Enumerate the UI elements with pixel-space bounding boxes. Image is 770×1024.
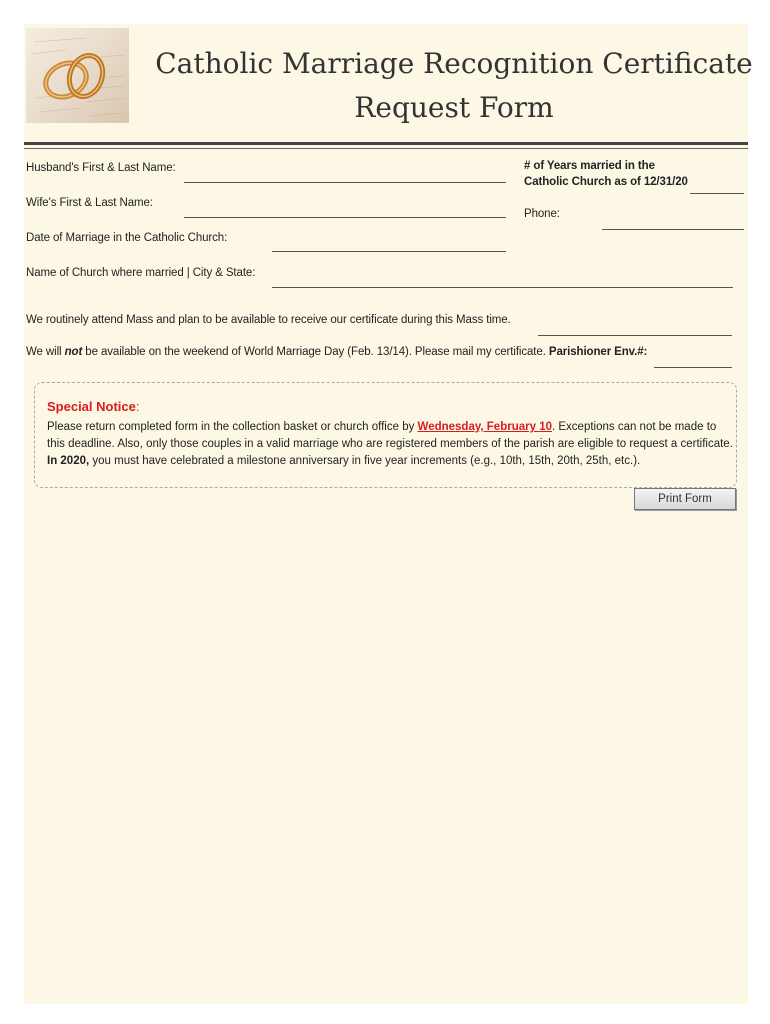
years-married-label <box>524 158 688 190</box>
wedding-rings-icon <box>26 28 129 123</box>
wedding-rings-logo <box>26 28 129 123</box>
phone-label: Phone: <box>524 208 560 220</box>
husband-name-label: Husband's First & Last Name: <box>26 162 176 174</box>
title-line-1: Catholic Marriage Recognition Certificate <box>155 47 753 80</box>
church-label: Name of Church where married | City & State: <box>26 267 256 279</box>
years-married-input[interactable] <box>690 178 744 194</box>
title-line-2: Request Form <box>354 91 554 124</box>
years-married-label-line-1: # of Years married in the <box>524 160 655 172</box>
mail-text-not: not <box>64 346 83 358</box>
mail-text-after: be available on the weekend of World Marriage Day (Feb. 13/14). Please mail my certificate. <box>82 346 549 358</box>
notice-milestone-text: you must have celebrated a milestone anniversary in five year increments (e.g., 10th, 15th, 20th, 25th, etc.). <box>89 455 641 467</box>
notice-text-after: . Exceptions can not be made to this deadline. Also, only those couples in a valid marriage who are registered members of the parish are eligible to request a certificate. <box>47 421 733 450</box>
parishioner-env-label: Parishioner Env.#: <box>548 346 648 358</box>
form-page <box>24 24 753 1004</box>
wife-name-label: Wife's First & Last Name: <box>26 197 153 209</box>
mail-text-before: We will <box>26 346 65 358</box>
marriage-date-label: Date of Marriage in the Catholic Church: <box>26 232 228 244</box>
print-form-button[interactable]: Print Form <box>634 488 736 510</box>
parishioner-env-input[interactable] <box>654 352 732 368</box>
notice-text-before: Please return completed form in the collection basket or church office by <box>47 421 418 433</box>
years-married-label-line-2: Catholic Church as of 12/31/20 <box>524 176 688 188</box>
mail-certificate-text <box>26 346 647 358</box>
special-notice-title <box>47 399 140 414</box>
special-notice-body <box>47 419 737 470</box>
husband-name-input[interactable] <box>184 167 506 183</box>
special-notice-colon: : <box>135 399 140 414</box>
notice-deadline: Wednesday, February 10 <box>417 421 552 433</box>
header-rule-thick <box>24 142 748 145</box>
header-rule-thin <box>24 148 748 149</box>
special-notice-box <box>34 382 737 488</box>
marriage-date-input[interactable] <box>272 236 506 252</box>
form-title <box>154 42 754 130</box>
phone-input[interactable] <box>602 214 744 230</box>
mass-time-input[interactable] <box>538 320 732 336</box>
wife-name-input[interactable] <box>184 202 506 218</box>
church-input[interactable] <box>272 272 733 288</box>
special-notice-title-text: Special Notice <box>47 399 136 414</box>
mass-attend-text: We routinely attend Mass and plan to be available to receive our certificate during this Mass time. <box>26 314 511 326</box>
notice-year-bold: In 2020, <box>47 455 90 467</box>
